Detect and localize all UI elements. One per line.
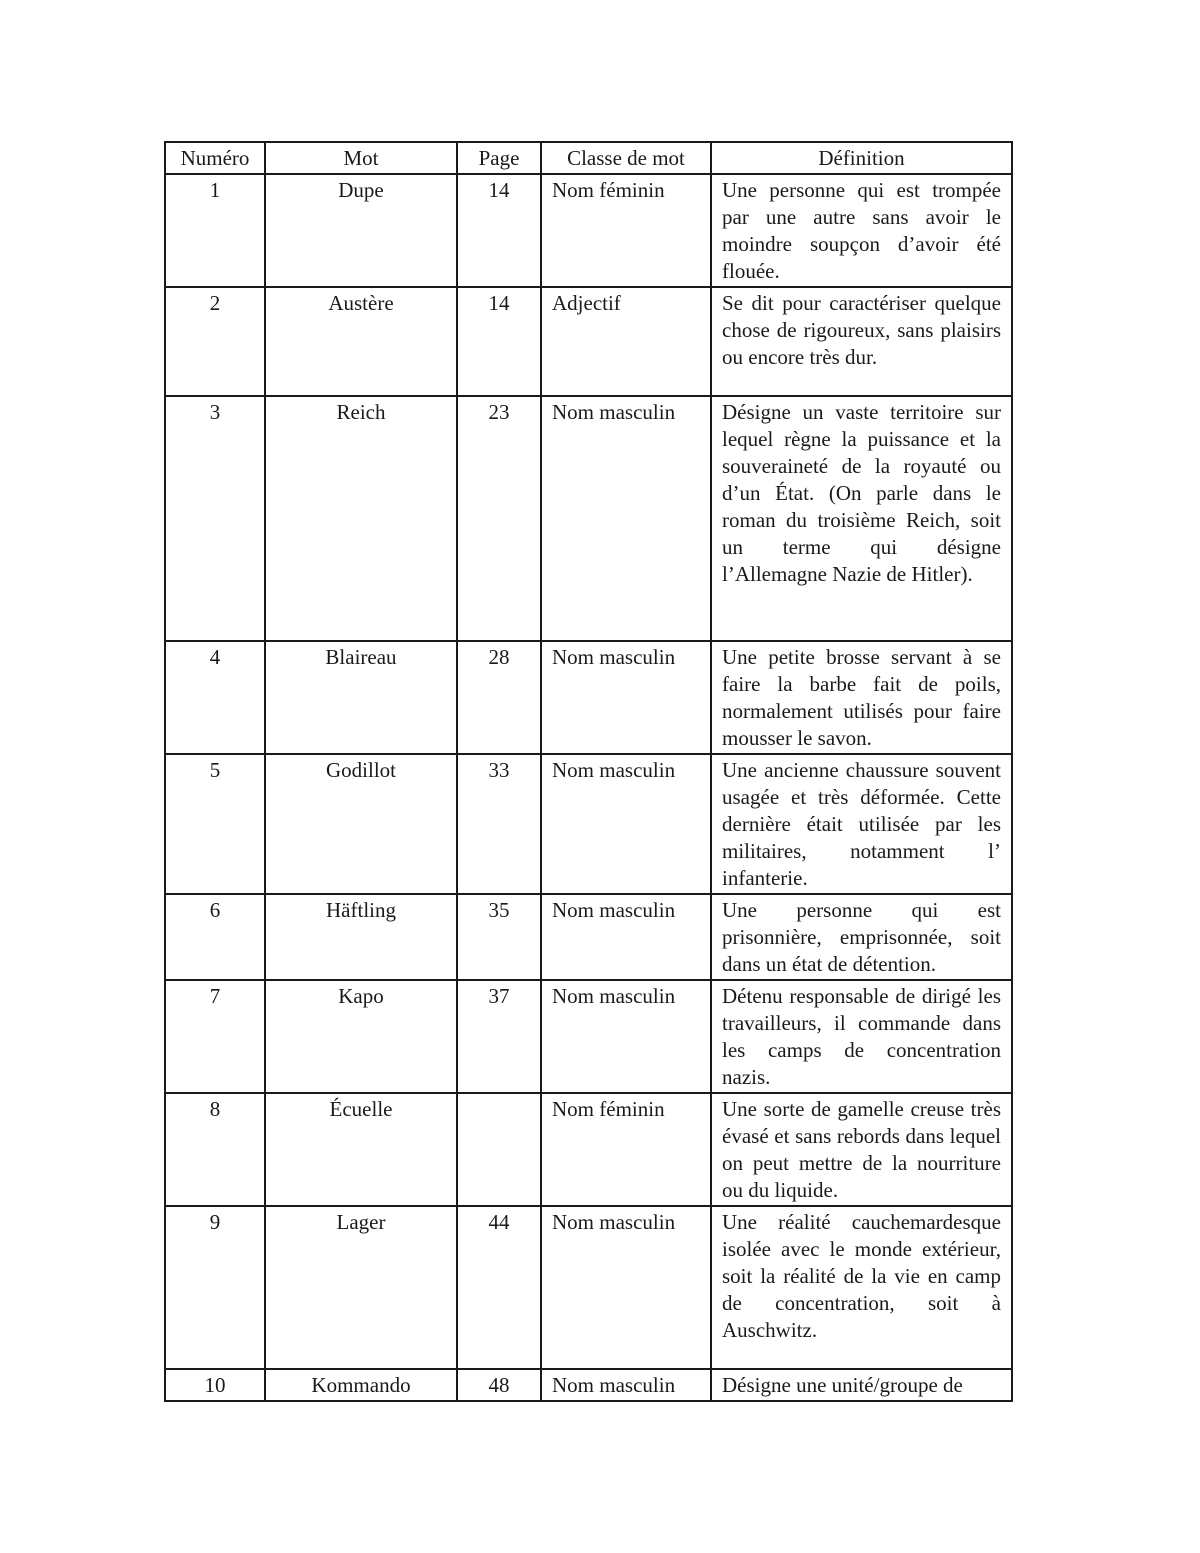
cell-page: 28 xyxy=(457,641,541,754)
cell-numero: 10 xyxy=(165,1369,265,1401)
header-numero: Numéro xyxy=(165,142,265,174)
cell-mot: Lager xyxy=(265,1206,457,1369)
vocabulary-table xyxy=(164,141,1013,1402)
cell-numero: 7 xyxy=(165,980,265,1093)
cell-mot: Kommando xyxy=(265,1369,457,1401)
cell-page: 35 xyxy=(457,894,541,980)
table-row xyxy=(165,980,1012,1093)
cell-numero: 4 xyxy=(165,641,265,754)
cell-page: 37 xyxy=(457,980,541,1093)
table-row xyxy=(165,287,1012,396)
cell-classe: Nom masculin xyxy=(541,396,711,641)
cell-page: 33 xyxy=(457,754,541,894)
cell-mot: Blaireau xyxy=(265,641,457,754)
cell-numero: 8 xyxy=(165,1093,265,1206)
table-row xyxy=(165,641,1012,754)
cell-mot: Écuelle xyxy=(265,1093,457,1206)
cell-mot: Kapo xyxy=(265,980,457,1093)
header-definition: Définition xyxy=(711,142,1012,174)
cell-page: 14 xyxy=(457,174,541,287)
cell-numero: 5 xyxy=(165,754,265,894)
cell-definition: Désigne une unité/groupe de xyxy=(711,1369,1012,1401)
cell-page: 44 xyxy=(457,1206,541,1369)
table-row xyxy=(165,396,1012,641)
cell-definition: Une personne qui est prisonnière, emprisonnée, soit dans un état de détention. xyxy=(711,894,1012,980)
cell-numero: 3 xyxy=(165,396,265,641)
cell-classe: Nom masculin xyxy=(541,641,711,754)
cell-definition: Une sorte de gamelle creuse très évasé et sans rebords dans lequel on peut mettre de la nourriture ou du liquide. xyxy=(711,1093,1012,1206)
cell-page: 48 xyxy=(457,1369,541,1401)
cell-numero: 2 xyxy=(165,287,265,396)
cell-classe: Nom féminin xyxy=(541,1093,711,1206)
cell-mot: Godillot xyxy=(265,754,457,894)
cell-numero: 1 xyxy=(165,174,265,287)
cell-definition: Détenu responsable de dirigé les travailleurs, il commande dans les camps de concentration nazis. xyxy=(711,980,1012,1093)
cell-definition: Une petite brosse servant à se faire la barbe fait de poils, normalement utilisés pour faire mousser le savon. xyxy=(711,641,1012,754)
table-row xyxy=(165,174,1012,287)
header-mot: Mot xyxy=(265,142,457,174)
table-row xyxy=(165,754,1012,894)
cell-classe: Nom masculin xyxy=(541,1206,711,1369)
table-header-row xyxy=(165,142,1012,174)
table-row xyxy=(165,1369,1012,1401)
cell-mot: Reich xyxy=(265,396,457,641)
cell-page: 23 xyxy=(457,396,541,641)
cell-page: 14 xyxy=(457,287,541,396)
cell-mot: Häftling xyxy=(265,894,457,980)
cell-classe: Adjectif xyxy=(541,287,711,396)
header-classe: Classe de mot xyxy=(541,142,711,174)
cell-mot: Dupe xyxy=(265,174,457,287)
cell-classe: Nom masculin xyxy=(541,1369,711,1401)
cell-classe: Nom masculin xyxy=(541,980,711,1093)
cell-definition: Se dit pour caractériser quelque chose de rigoureux, sans plaisirs ou encore très dur. xyxy=(711,287,1012,396)
table-row xyxy=(165,1093,1012,1206)
cell-definition: Une réalité cauchemardesque isolée avec le monde extérieur, soit la réalité de la vie en camp de concentration, soit à Auschwitz. xyxy=(711,1206,1012,1369)
cell-numero: 6 xyxy=(165,894,265,980)
cell-definition: Une ancienne chaussure souvent usagée et très déformée. Cette dernière était utilisée par les militaires, notamment l’ infanterie. xyxy=(711,754,1012,894)
cell-definition: Une personne qui est trompée par une autre sans avoir le moindre soupçon d’avoir été flouée. xyxy=(711,174,1012,287)
cell-classe: Nom masculin xyxy=(541,894,711,980)
table-row xyxy=(165,1206,1012,1369)
cell-numero: 9 xyxy=(165,1206,265,1369)
cell-page xyxy=(457,1093,541,1206)
cell-mot: Austère xyxy=(265,287,457,396)
cell-classe: Nom féminin xyxy=(541,174,711,287)
cell-definition: Désigne un vaste territoire sur lequel règne la puissance et la souveraineté de la royauté ou d’un État. (On parle dans le roman du troisième Reich, soit un terme qui désigne l’Allemagne Nazie de Hitler). xyxy=(711,396,1012,641)
header-page: Page xyxy=(457,142,541,174)
cell-classe: Nom masculin xyxy=(541,754,711,894)
table-row xyxy=(165,894,1012,980)
